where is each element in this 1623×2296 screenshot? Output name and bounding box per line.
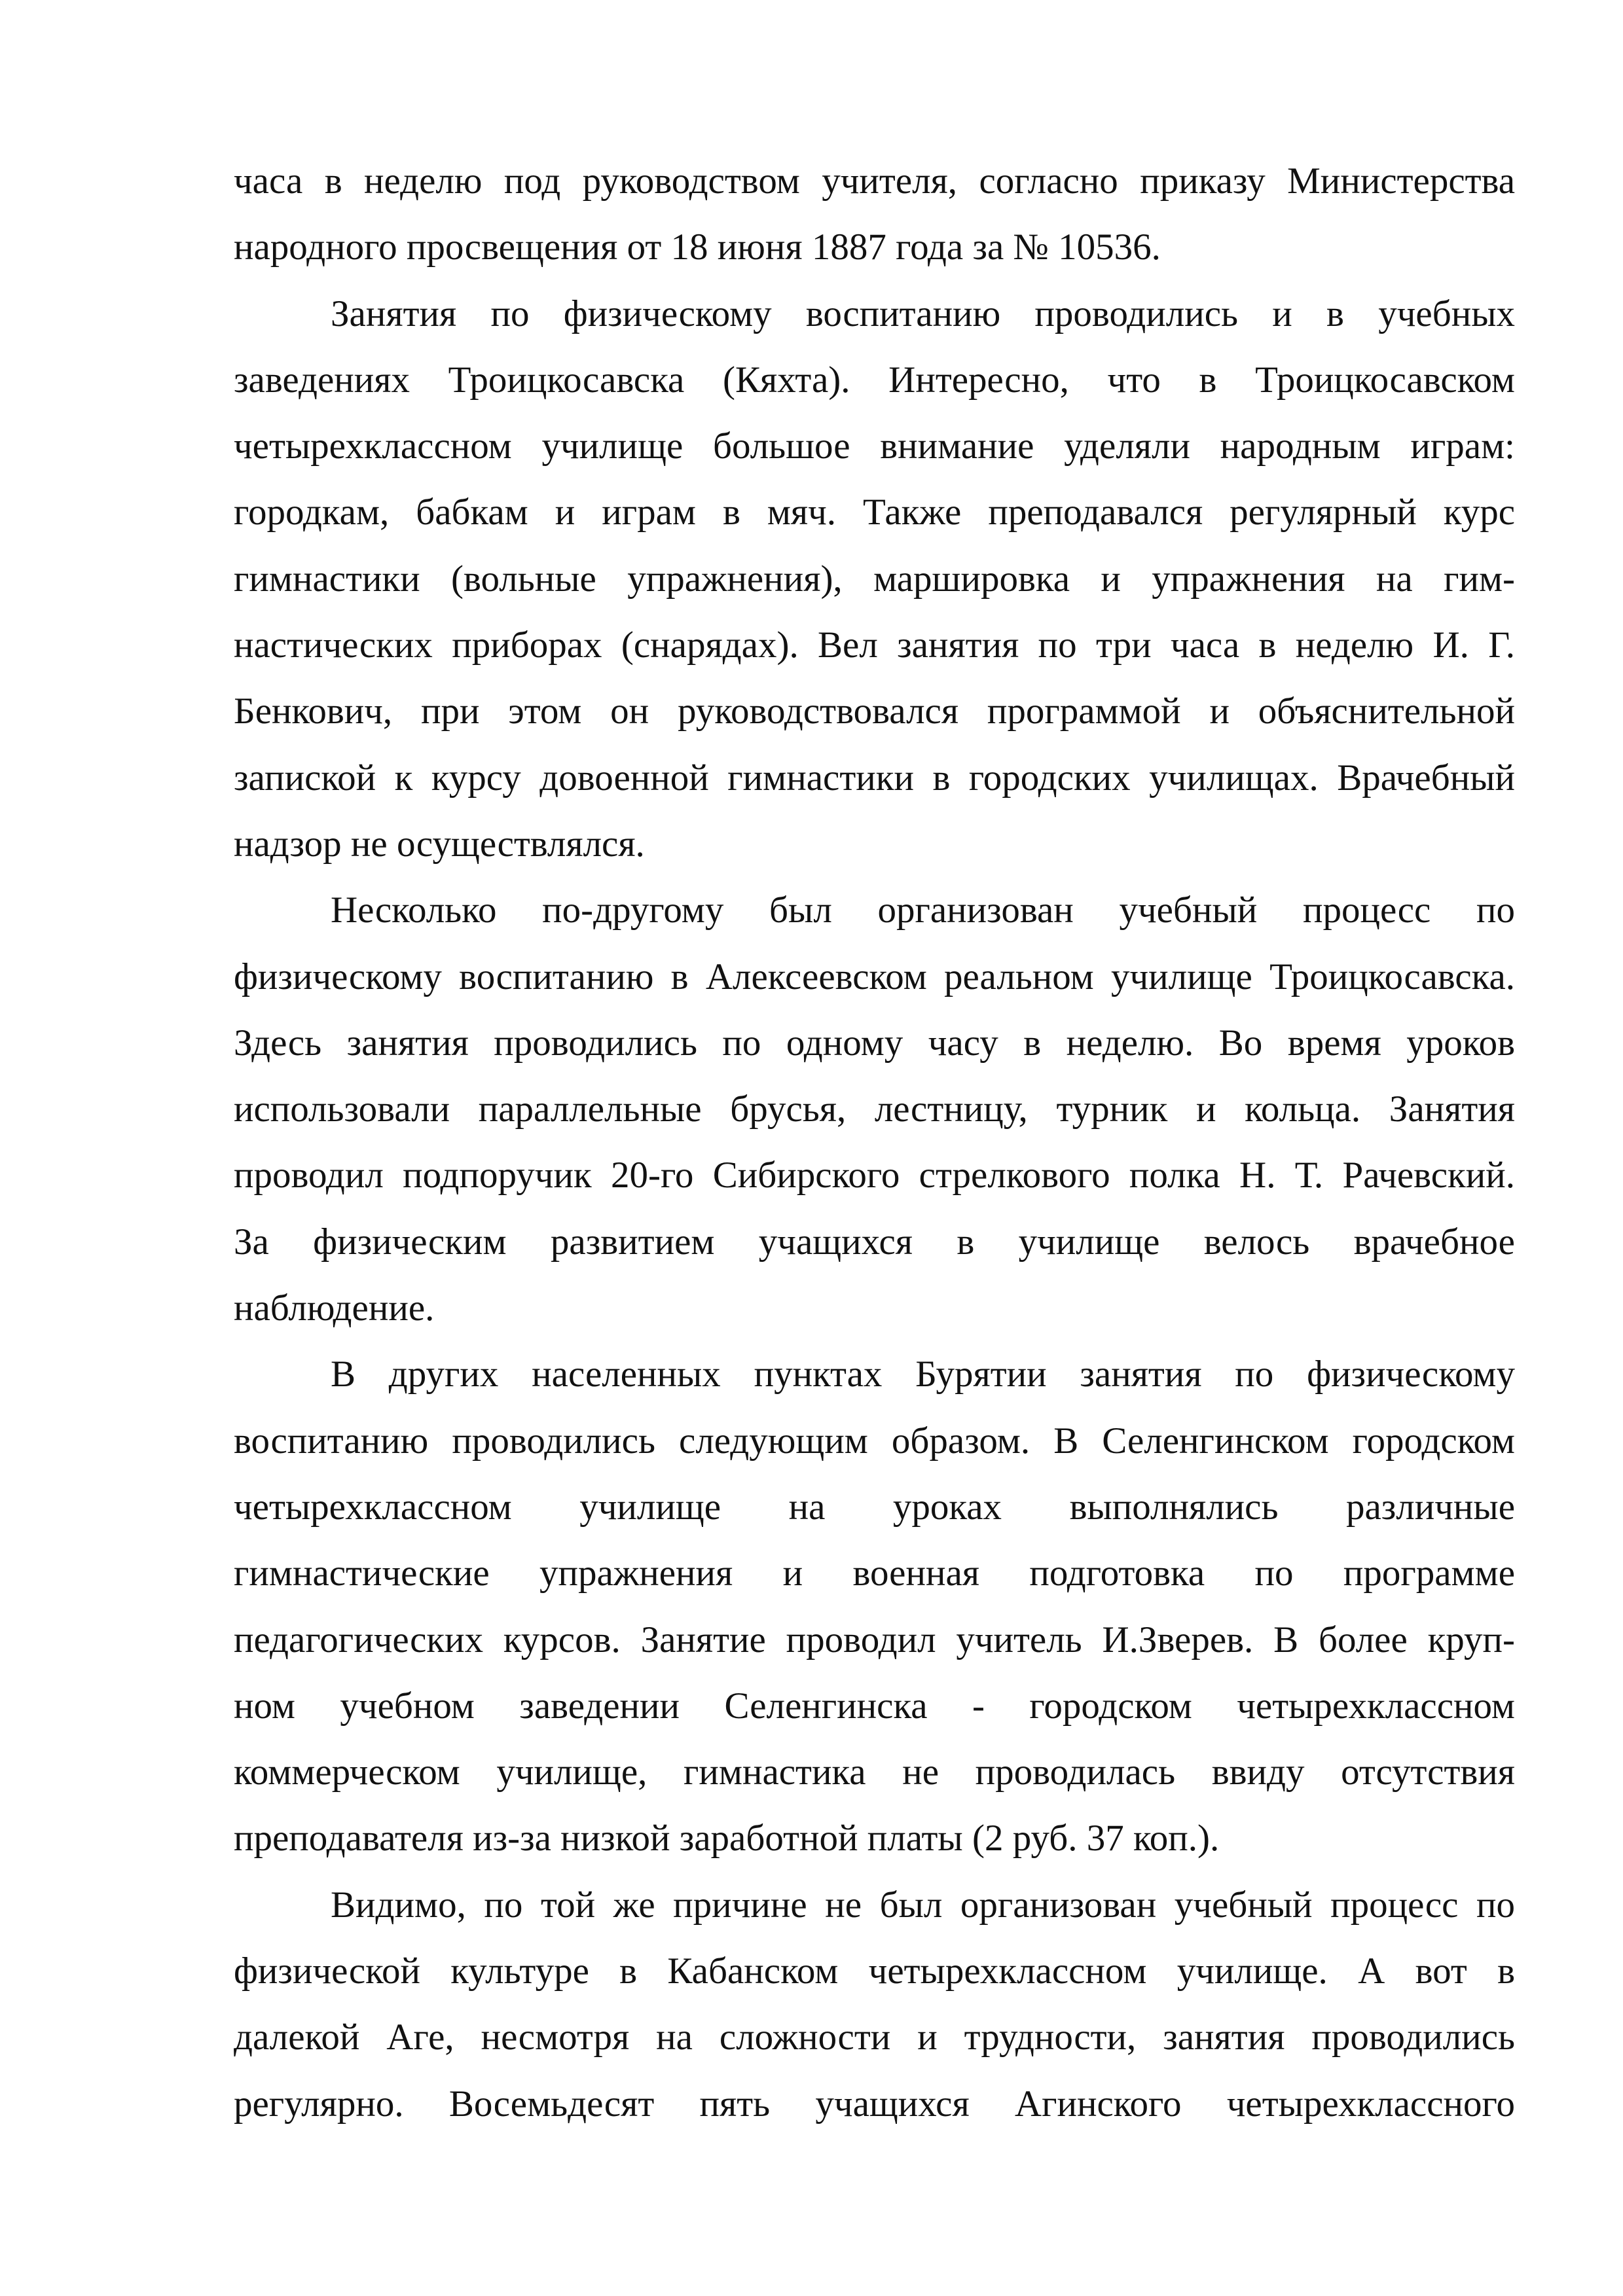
paragraph-line: проводил подпоручик 20-го Сибирского стрелкового полка Н. Т. Рачевский. — [234, 1155, 1515, 1196]
paragraph-line: Здесь занятия проводились по одному часу в неделю. Во время уроков — [234, 1022, 1515, 1064]
paragraph-line: четырехклассном училище большое внимание уделяли народным играм: — [234, 425, 1515, 467]
paragraph-line: педагогических курсов. Занятие проводил учитель И.Зверев. В более круп- — [234, 1619, 1515, 1660]
paragraph-line: Бенкович, при этом он руководствовался программой и объяснительной — [234, 691, 1515, 732]
paragraph-line: часа в неделю под руководством учителя, согласно приказу Министерства — [234, 160, 1515, 202]
paragraph-line: Занятия по физическому воспитанию проводились и в учебных — [331, 293, 1515, 334]
paragraph-line: гимнастики (вольные упражнения), маршировка и упражнения на гим- — [234, 558, 1515, 600]
paragraph-line: надзор не осуществлялся. — [234, 823, 645, 865]
paragraph-line: настических приборах (снарядах). Вел занятия по три часа в неделю И. Г. — [234, 624, 1515, 666]
paragraph-line: Видимо, по той же причине не был организован учебный процесс по — [331, 1884, 1515, 1926]
paragraph-line: преподавателя из-за низкой заработной платы (2 руб. 37 коп.). — [234, 1818, 1220, 1859]
paragraph-line: коммерческом училище, гимнастика не проводилась ввиду отсутствия — [234, 1751, 1515, 1793]
paragraph-line: физическому воспитанию в Алексеевском реальном училище Троицкосавска. — [234, 956, 1515, 997]
paragraph-line: воспитанию проводились следующим образом. В Селенгинском городском — [234, 1420, 1515, 1462]
document-body — [234, 148, 1515, 2137]
paragraph-line: городкам, бабкам и играм в мяч. Также преподавался регулярный курс — [234, 492, 1515, 533]
paragraph-line: ном учебном заведении Селенгинска - городском четырехклассном — [234, 1685, 1515, 1727]
paragraph-line: В других населенных пунктах Бурятии занятия по физическому — [331, 1354, 1515, 1395]
paragraph-line: Несколько по-другому был организован учебный процесс по — [331, 889, 1515, 931]
paragraph-line: далекой Аге, несмотря на сложности и трудности, занятия проводились — [234, 2017, 1515, 2058]
paragraph-line: народного просвещения от 18 июня 1887 года за № 10536. — [234, 226, 1161, 268]
paragraph-line: За физическим развитием учащихся в училище велось врачебное — [234, 1221, 1515, 1263]
paragraph-line: использовали параллельные брусья, лестницу, турник и кольца. Занятия — [234, 1088, 1515, 1130]
paragraph-line: регулярно. Восемьдесят пять учащихся Агинского четырехклассного — [234, 2083, 1515, 2125]
paragraph-line: запиской к курсу довоенной гимнастики в городских училищах. Врачебный — [234, 757, 1515, 798]
paragraph-line: физической культуре в Кабанском четырехклассном училище. А вот в — [234, 1950, 1515, 1992]
paragraph-line: гимнастические упражнения и военная подготовка по программе — [234, 1552, 1515, 1594]
paragraph-line: заведениях Троицкосавска (Кяхта). Интересно, что в Троицкосавском — [234, 359, 1515, 401]
paragraph-line: наблюдение. — [234, 1287, 435, 1329]
paragraph-line: четырехклассном училище на уроках выполнялись различные — [234, 1486, 1515, 1528]
